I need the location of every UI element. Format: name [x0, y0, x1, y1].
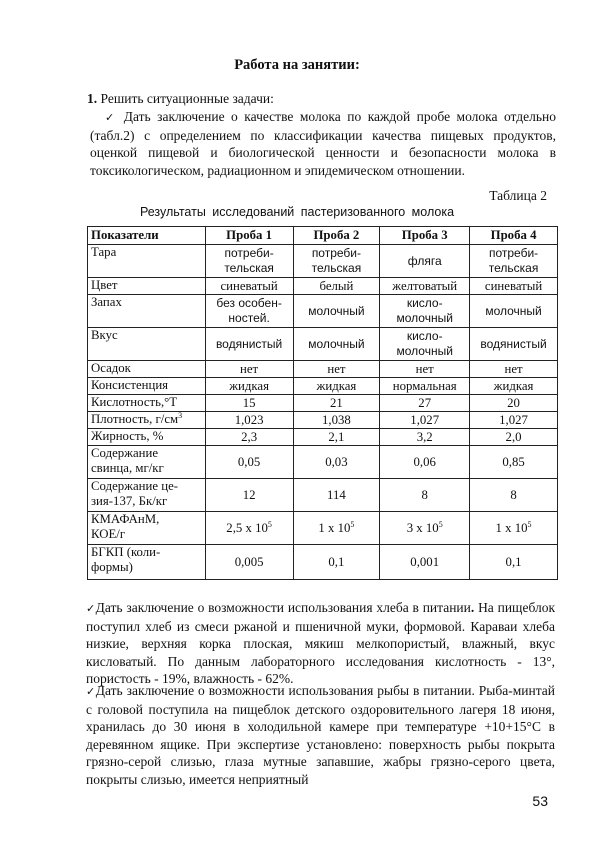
table-cell [470, 328, 558, 361]
table-cell [293, 378, 380, 395]
row-label [88, 361, 206, 378]
cell-value: нет [415, 361, 434, 376]
table-cell [470, 278, 558, 295]
table-cell [470, 245, 558, 278]
cell-value: синеватый [220, 278, 278, 293]
table-cell [380, 446, 470, 479]
cell-value: 20 [507, 395, 520, 410]
page-title: Работа на занятии: [234, 57, 360, 73]
cell-value: 114 [327, 487, 346, 502]
cell-value: жидкая [493, 378, 534, 393]
cell-value: 0,1 [328, 554, 345, 569]
table-caption: Результаты исследований пастеризованного молока [139, 205, 455, 219]
table-cell [293, 328, 380, 361]
cell-value: без особен- ностей. [216, 296, 282, 325]
task-fish-paragraph [86, 682, 555, 789]
table-cell [205, 446, 293, 479]
cell-value: 8 [510, 487, 517, 502]
cell-superscript: 5 [267, 519, 272, 529]
table-cell [470, 295, 558, 328]
cell-value: желтоватый [392, 278, 458, 293]
cell-value: белый [319, 278, 354, 293]
row-label-text: Осадок [91, 361, 131, 375]
cell-value: кисло- молочный [396, 329, 453, 358]
cell-value: фляга [407, 253, 442, 268]
header-cell: Проба 1 [205, 227, 293, 245]
table-cell [205, 378, 293, 395]
cell-value: молочный [308, 336, 365, 351]
cell-value: жидкая [229, 378, 269, 393]
cell-value: 1,027 [499, 412, 528, 427]
cell-value: молочный [485, 303, 542, 318]
table-cell [205, 512, 293, 545]
task-fish-lead: Дать заключение о возможности использования рыбы в питании. [95, 683, 475, 698]
table-cell [380, 395, 470, 412]
cell-value: синеватый [484, 278, 543, 293]
table-row [88, 479, 558, 512]
table-cell [380, 512, 470, 545]
task-bread-text: На пищеблок поступил хлеб из смеси ржаной и пшеничной муки, формовой. Караваи хлеба низкие, верхняя корка плоская, мякиш мелкопористый, влажный, вкус кисловатый. По данным лабораторного исследования кислотность - 13°, пористость - 19%, влажность - 62%. [86, 600, 556, 687]
table-row [88, 395, 558, 412]
task-heading [87, 91, 274, 107]
cell-value: 2,5 х 10 [226, 520, 268, 535]
table-header-row [88, 227, 558, 245]
row-label-text: Консистенция [91, 378, 169, 392]
cell-value: 0,85 [502, 454, 525, 469]
table-cell [293, 361, 380, 378]
row-label [88, 446, 206, 479]
table-cell [205, 295, 293, 328]
checkmark-icon: ✓ [86, 602, 96, 615]
cell-value: нормальная [392, 378, 457, 393]
cell-value: 1 х 10 [495, 520, 528, 535]
row-label-text: БГКП (коли- формы) [91, 545, 161, 574]
table-cell [293, 395, 380, 412]
cell-value: водянистый [480, 336, 547, 351]
table-cell [293, 295, 380, 328]
row-label [88, 395, 206, 412]
table-label: Таблица 2 [489, 188, 547, 203]
table-row [88, 328, 558, 361]
task-milk-text: Дать заключение о качестве молока по каждой пробе молока отдельно (табл.2) с определением по классификации качества пищевых продуктов, оценкой пищевой и биологической ценности и безопасности молока в токсикологическом, радиационном и эпидемическом отношении. [90, 109, 556, 178]
row-label-text: Тара [91, 245, 117, 259]
cell-value: 3 х 10 [406, 520, 439, 535]
table-row [88, 446, 558, 479]
checkmark-icon: ✓ [86, 685, 96, 698]
cell-value: 2,1 [328, 429, 345, 444]
cell-value: 21 [330, 395, 343, 410]
row-label [88, 479, 206, 512]
cell-value: нет [240, 361, 259, 376]
row-label-text: Вкус [91, 328, 118, 342]
row-label-text: Жирность, % [91, 429, 164, 443]
cell-value: 0,1 [505, 554, 522, 569]
table-cell [380, 412, 470, 429]
table-cell [205, 412, 293, 429]
cell-value: молочный [308, 303, 365, 318]
cell-value: 2,3 [241, 429, 258, 444]
table-row [88, 278, 558, 295]
table-cell [380, 295, 470, 328]
task-bread-lead-end: . [470, 600, 475, 615]
header-cell: Проба 4 [470, 227, 558, 245]
table-cell [205, 395, 293, 412]
header-cell: Проба 2 [293, 227, 380, 245]
table-cell [205, 479, 293, 512]
cell-value: потреби- тельская [311, 246, 362, 275]
cell-value: нет [504, 361, 523, 376]
table-row [88, 245, 558, 278]
page-number: 53 [532, 793, 548, 809]
table-cell [293, 429, 380, 446]
table-cell [293, 479, 380, 512]
table-cell [380, 378, 470, 395]
cell-value: водянистый [215, 336, 283, 351]
table-cell [205, 429, 293, 446]
cell-value: 27 [418, 395, 432, 410]
task-bread-paragraph [86, 599, 555, 688]
table-cell [293, 545, 380, 580]
table-cell [470, 412, 558, 429]
table-cell [470, 361, 558, 378]
table-cell [470, 429, 558, 446]
table-cell [470, 446, 558, 479]
table-row [88, 545, 558, 580]
table-cell [380, 245, 470, 278]
cell-superscript: 5 [527, 519, 532, 529]
table-cell [205, 545, 293, 580]
cell-value: 1,027 [410, 412, 440, 427]
table-cell [380, 545, 470, 580]
header-cell: Показатели [88, 227, 206, 245]
table-cell [205, 245, 293, 278]
cell-value: 0,005 [234, 554, 264, 569]
table-row [88, 512, 558, 545]
table-cell [293, 412, 380, 429]
table-cell [380, 328, 470, 361]
table-cell [470, 512, 558, 545]
row-label [88, 412, 206, 429]
table-row [88, 429, 558, 446]
table-cell [380, 429, 470, 446]
task-number: 1. [87, 91, 98, 106]
row-label-text: Запах [91, 295, 122, 309]
table-row [88, 361, 558, 378]
cell-superscript: 5 [438, 519, 443, 529]
table-cell [293, 512, 380, 545]
table-cell [205, 278, 293, 295]
row-label-text: Цвет [91, 278, 118, 292]
cell-value: потреби- тельская [224, 246, 274, 275]
cell-value: потреби- тельская [488, 246, 539, 275]
row-label [88, 512, 206, 545]
row-label [88, 545, 206, 580]
cell-value: 2,0 [505, 429, 522, 444]
row-label-text: Плотность, г/см [91, 412, 179, 426]
table-cell [293, 446, 380, 479]
task-fish-text: Рыба-минтай с головой поступила на пищеблок детского оздоровительного лагеря 18 июня, хранилась до 30 июня в холодильной камере при температуре +10+15°С в деревянном ящике. При экспертизе установлено: поверхность рыбы покрыта грязно-серой слизью, глаза мутные запавшие, жабры грязно-серого цвета, покрыты слизью, имеется неприятный [86, 683, 556, 787]
row-label [88, 245, 206, 278]
cell-superscript: 5 [350, 519, 355, 529]
row-label [88, 378, 206, 395]
cell-value: 0,05 [237, 454, 261, 469]
cell-value: 1,038 [322, 412, 351, 427]
task-milk-paragraph [90, 108, 556, 179]
cell-value: 0,06 [413, 454, 436, 469]
cell-value: 1,023 [234, 412, 264, 427]
row-label-text: Содержание це- зия-137, Бк/кг [91, 479, 179, 508]
table-row [88, 412, 558, 429]
cell-value: жидкая [316, 378, 357, 393]
table-cell [380, 479, 470, 512]
cell-value: 8 [421, 487, 428, 502]
table-cell [293, 245, 380, 278]
table-cell [470, 395, 558, 412]
row-label-text: Содержание свинца, мг/кг [91, 446, 164, 475]
row-label-text: Кислотность,°Т [91, 395, 178, 409]
cell-value: нет [327, 361, 346, 376]
checkmark-icon: ✓ [105, 111, 118, 124]
cell-value: 1 х 10 [318, 520, 351, 535]
table-row [88, 295, 558, 328]
row-label [88, 295, 206, 328]
table-row [88, 378, 558, 395]
table-cell [470, 545, 558, 580]
row-label [88, 328, 206, 361]
table-cell [205, 361, 293, 378]
row-label-superscript: 3 [178, 411, 183, 420]
table-cell [380, 278, 470, 295]
cell-value: 15 [242, 395, 256, 410]
task-bread-lead: Дать заключение о возможности использования хлеба в питании [95, 600, 471, 615]
cell-value: 3,2 [416, 429, 433, 444]
table-cell [470, 479, 558, 512]
cell-value: кисло- молочный [396, 296, 453, 325]
cell-value: 12 [242, 487, 256, 502]
task-heading-label: Решить ситуационные задачи: [97, 91, 274, 106]
table-cell [293, 278, 380, 295]
row-label [88, 429, 206, 446]
table-cell [380, 361, 470, 378]
table-cell [470, 378, 558, 395]
table-cell [205, 328, 293, 361]
cell-value: 0,001 [410, 554, 440, 569]
milk-results-table [87, 226, 558, 580]
cell-value: 0,03 [325, 454, 348, 469]
row-label [88, 278, 206, 295]
row-label-text: КМАФАнМ, КОЕ/г [91, 512, 160, 541]
header-cell: Проба 3 [380, 227, 470, 245]
